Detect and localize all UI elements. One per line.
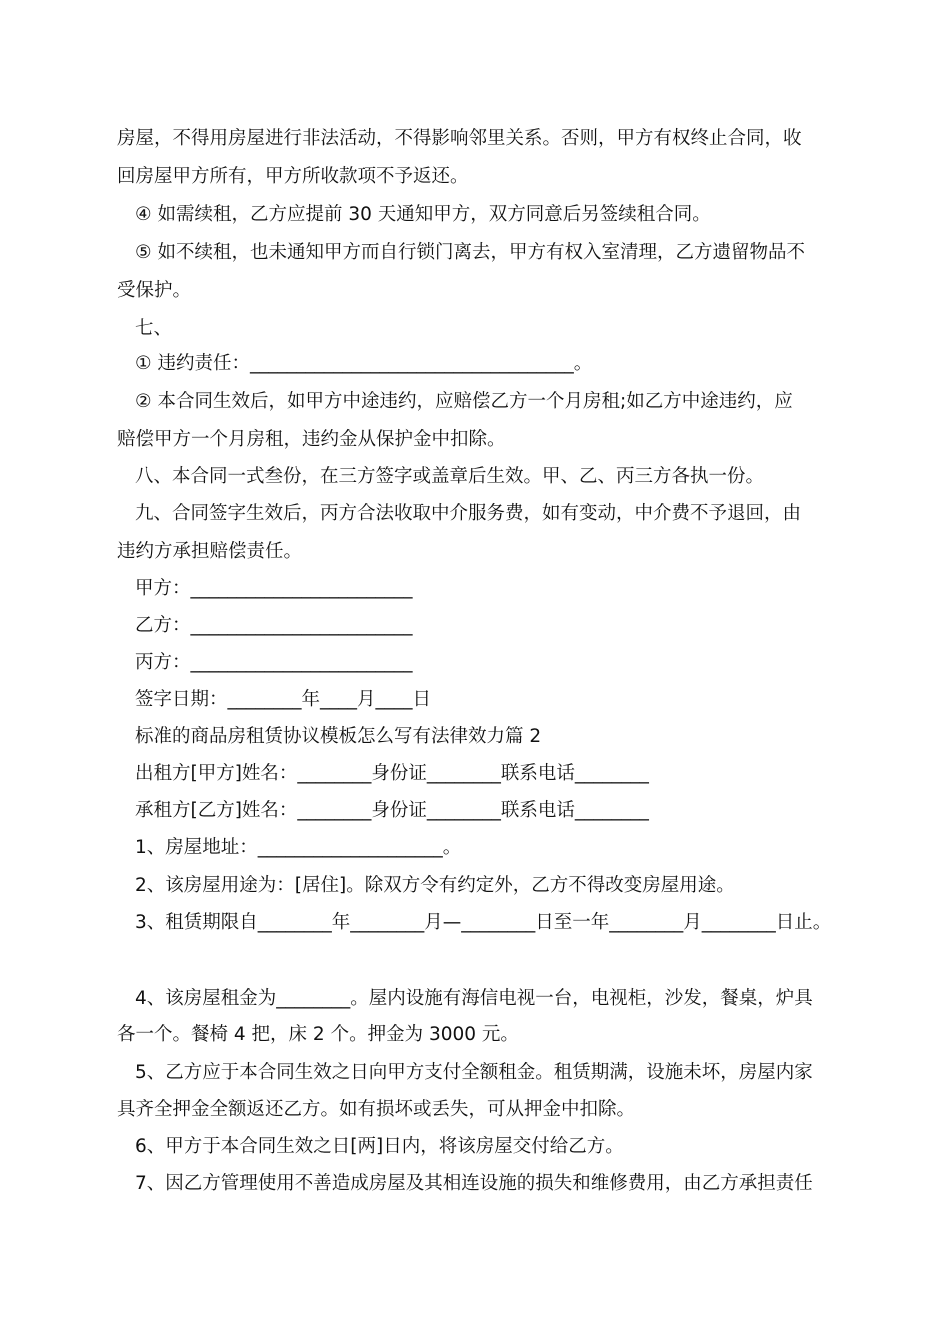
lessee-info: 承租方[乙方]姓名：________身份证________联系电话________ — [135, 800, 649, 821]
clause-nine: 九、合同签字生效后，丙方合法收取中介服务费，如有变动，中介费不予退回，由 — [135, 503, 802, 524]
lessor-info: 出租方[甲方]姓名：________身份证________联系电话________ — [135, 763, 649, 784]
paragraph-line: 受保护。 — [117, 280, 192, 301]
paragraph-line: 具齐全押金全额返还乙方。如有损坏或丢失，可从押金中扣除。 — [117, 1099, 636, 1120]
paragraph-line: 房屋，不得用房屋进行非法活动，不得影响邻里关系。否则，甲方有权终止合同，收 — [117, 128, 802, 149]
clause-breach-compensation: ② 本合同生效后，如甲方中途违约，应赔偿乙方一个月房租;如乙方中途违约，应 — [135, 391, 793, 412]
paragraph-line: 各一个。餐椅 4 把，床 2 个。押金为 3000 元。 — [117, 1024, 519, 1045]
section-title: 标准的商品房租赁协议模板怎么写有法律效力篇 2 — [135, 726, 542, 747]
signature-party-a: 甲方：________________________ — [135, 578, 413, 599]
clause-4-rent: 4、该房屋租金为________。屋内设施有海信电视一台，电视柜，沙发，餐桌，炉具 — [135, 988, 813, 1009]
section-heading-seven: 七、 — [135, 318, 173, 339]
clause-3-term: 3、租赁期限自________年________月—________日至一年________月________日止。 — [135, 912, 832, 933]
signature-party-b: 乙方：________________________ — [135, 615, 413, 636]
clause-6-handover: 6、甲方于本合同生效之日[两]日内，将该房屋交付给乙方。 — [135, 1136, 624, 1157]
signature-date: 签字日期：________年____月____日 — [135, 689, 432, 710]
paragraph-line: 回房屋甲方所有，甲方所收款项不予返还。 — [117, 166, 469, 187]
clause-7-liability: 7、因乙方管理使用不善造成房屋及其相连设施的损失和维修费用，由乙方承担责任 — [135, 1173, 813, 1194]
clause-1-address: 1、房屋地址：____________________。 — [135, 837, 462, 858]
paragraph-line: 违约方承担赔偿责任。 — [117, 541, 303, 562]
clause-no-renewal: ⑤ 如不续租，也未通知甲方而自行锁门离去，甲方有权入室清理，乙方遗留物品不 — [135, 242, 805, 263]
paragraph-line: 赔偿甲方一个月房租，违约金从保护金中扣除。 — [117, 429, 506, 450]
clause-breach-liability: ① 违约责任：___________________________________。 — [135, 353, 593, 374]
signature-party-c: 丙方：________________________ — [135, 652, 413, 673]
clause-renewal: ④ 如需续租，乙方应提前 30 天通知甲方，双方同意后另签续租合同。 — [135, 204, 711, 225]
clause-5-payment: 5、乙方应于本合同生效之日向甲方支付全额租金。租赁期满，设施未坏，房屋内家 — [135, 1062, 813, 1083]
clause-eight: 八、本合同一式叁份，在三方签字或盖章后生效。甲、乙、丙三方各执一份。 — [135, 466, 765, 487]
clause-2-usage: 2、该房屋用途为：[居住]。除双方令有约定外，乙方不得改变房屋用途。 — [135, 875, 735, 896]
